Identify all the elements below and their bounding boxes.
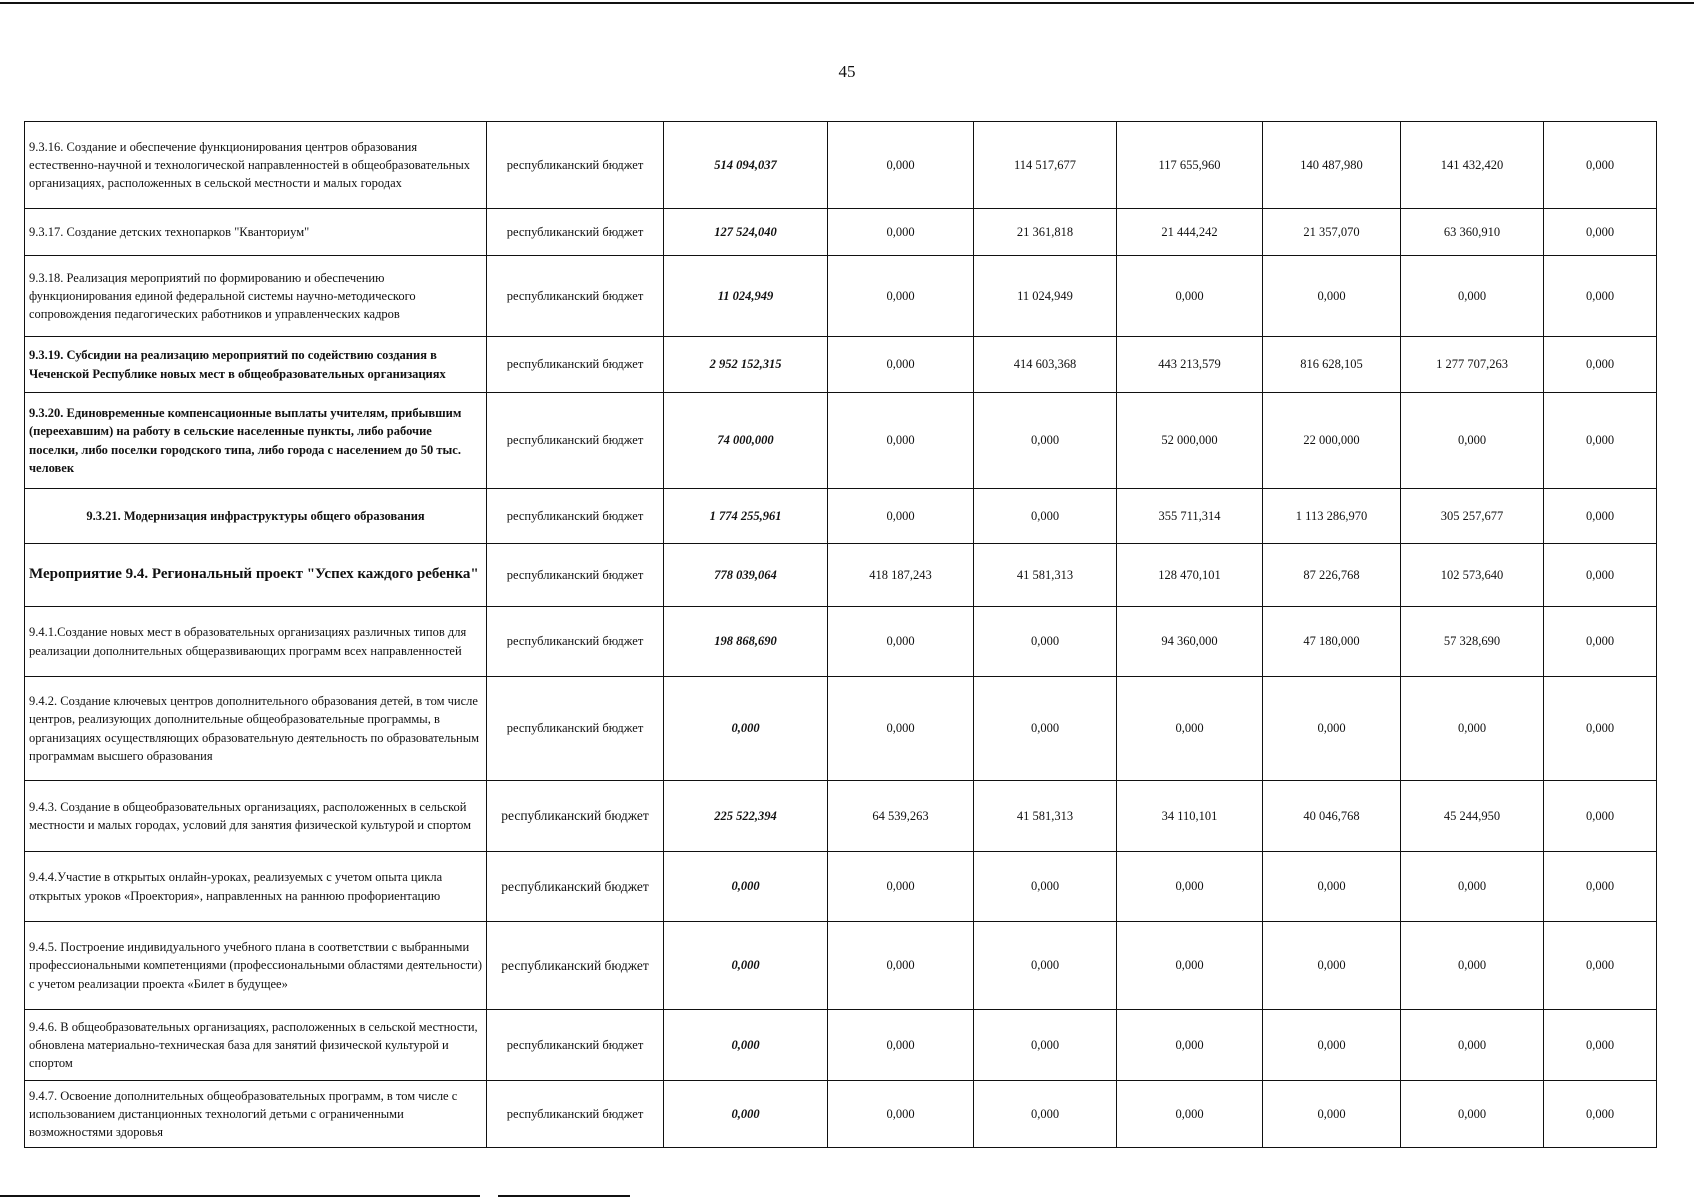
year-amount: 41 581,313 bbox=[974, 781, 1117, 852]
year-amount: 0,000 bbox=[828, 256, 974, 337]
year-amount: 0,000 bbox=[1117, 1010, 1263, 1081]
year-amount: 0,000 bbox=[1263, 256, 1401, 337]
table-row bbox=[25, 393, 1657, 489]
page-number: 45 bbox=[838, 62, 856, 81]
year-amount: 63 360,910 bbox=[1401, 209, 1544, 256]
year-amount: 0,000 bbox=[828, 677, 974, 781]
year-amount: 0,000 bbox=[1544, 393, 1657, 489]
activity-name: 9.4.4.Участие в открытых онлайн-уроках, реализуемых с учетом опыта цикла открытых уроков «Проектория», направленных на раннюю профориентацию bbox=[25, 852, 487, 922]
year-amount: 0,000 bbox=[974, 393, 1117, 489]
funding-source: республиканский бюджет bbox=[487, 489, 664, 544]
year-amount: 443 213,579 bbox=[1117, 337, 1263, 393]
activity-name: Мероприятие 9.4. Региональный проект "Успех каждого ребенка" bbox=[25, 544, 487, 607]
year-amount: 418 187,243 bbox=[828, 544, 974, 607]
total-amount: 778 039,064 bbox=[664, 544, 828, 607]
table-row bbox=[25, 489, 1657, 544]
table-row bbox=[25, 209, 1657, 256]
year-amount: 0,000 bbox=[974, 852, 1117, 922]
year-amount: 0,000 bbox=[1401, 1081, 1544, 1148]
year-amount: 305 257,677 bbox=[1401, 489, 1544, 544]
year-amount: 0,000 bbox=[1117, 852, 1263, 922]
year-amount: 140 487,980 bbox=[1263, 122, 1401, 209]
year-amount: 40 046,768 bbox=[1263, 781, 1401, 852]
year-amount: 414 603,368 bbox=[974, 337, 1117, 393]
year-amount: 0,000 bbox=[1544, 607, 1657, 677]
activity-name: 9.3.21. Модернизация инфраструктуры общего образования bbox=[25, 489, 487, 544]
year-amount: 0,000 bbox=[1544, 922, 1657, 1010]
year-amount: 0,000 bbox=[974, 677, 1117, 781]
year-amount: 816 628,105 bbox=[1263, 337, 1401, 393]
table-row bbox=[25, 677, 1657, 781]
year-amount: 0,000 bbox=[828, 1081, 974, 1148]
year-amount: 21 361,818 bbox=[974, 209, 1117, 256]
year-amount: 0,000 bbox=[1401, 1010, 1544, 1081]
year-amount: 0,000 bbox=[1544, 544, 1657, 607]
bottom-rule-left bbox=[0, 1195, 480, 1197]
funding-source: республиканский бюджет bbox=[487, 1010, 664, 1081]
funding-source: республиканский бюджет bbox=[487, 393, 664, 489]
year-amount: 64 539,263 bbox=[828, 781, 974, 852]
year-amount: 0,000 bbox=[828, 489, 974, 544]
year-amount: 0,000 bbox=[974, 1010, 1117, 1081]
table-row bbox=[25, 781, 1657, 852]
year-amount: 21 357,070 bbox=[1263, 209, 1401, 256]
activity-name: 9.3.16. Создание и обеспечение функционирования центров образования естественно-научной и технологической направленностей в общеобразовательных организациях, расположенных в сельской местности и малых городах bbox=[25, 122, 487, 209]
year-amount: 0,000 bbox=[1544, 677, 1657, 781]
year-amount: 0,000 bbox=[1263, 1081, 1401, 1148]
year-amount: 0,000 bbox=[828, 852, 974, 922]
funding-source: республиканский бюджет bbox=[487, 337, 664, 393]
funding-source: республиканский бюджет bbox=[487, 544, 664, 607]
activity-name: 9.4.1.Создание новых мест в образовательных организациях различных типов для реализации дополнительных общеразвивающих программ всех направленностей bbox=[25, 607, 487, 677]
total-amount: 0,000 bbox=[664, 677, 828, 781]
table-row bbox=[25, 922, 1657, 1010]
year-amount: 0,000 bbox=[1544, 1081, 1657, 1148]
activity-name: 9.4.6. В общеобразовательных организациях, расположенных в сельской местности, обновлена материально-техническая база для занятий физической культурой и спортом bbox=[25, 1010, 487, 1081]
year-amount: 0,000 bbox=[1263, 677, 1401, 781]
year-amount: 141 432,420 bbox=[1401, 122, 1544, 209]
year-amount: 22 000,000 bbox=[1263, 393, 1401, 489]
funding-source: республиканский бюджет bbox=[487, 607, 664, 677]
year-amount: 0,000 bbox=[1401, 677, 1544, 781]
total-amount: 0,000 bbox=[664, 922, 828, 1010]
year-amount: 87 226,768 bbox=[1263, 544, 1401, 607]
total-amount: 74 000,000 bbox=[664, 393, 828, 489]
year-amount: 34 110,101 bbox=[1117, 781, 1263, 852]
year-amount: 0,000 bbox=[1544, 337, 1657, 393]
total-amount: 11 024,949 bbox=[664, 256, 828, 337]
year-amount: 0,000 bbox=[1544, 256, 1657, 337]
year-amount: 0,000 bbox=[1401, 256, 1544, 337]
top-rule bbox=[0, 2, 1694, 4]
total-amount: 0,000 bbox=[664, 1010, 828, 1081]
funding-source: республиканский бюджет bbox=[487, 677, 664, 781]
activity-name: 9.4.3. Создание в общеобразовательных организациях, расположенных в сельской местности и малых городах, условий для занятия физической культурой и спортом bbox=[25, 781, 487, 852]
activity-name: 9.4.7. Освоение дополнительных общеобразовательных программ, в том числе с использованием дистанционных технологий детьми с ограниченными возможностями здоровья bbox=[25, 1081, 487, 1148]
activity-name: 9.4.2. Создание ключевых центров дополнительного образования детей, в том числе центров, реализующих дополнительные общеобразовательные программы, в организациях осуществляющих образовательную деятельность по образовательным программам высшего образования bbox=[25, 677, 487, 781]
year-amount: 0,000 bbox=[1263, 922, 1401, 1010]
year-amount: 0,000 bbox=[1401, 922, 1544, 1010]
year-amount: 57 328,690 bbox=[1401, 607, 1544, 677]
year-amount: 0,000 bbox=[1544, 209, 1657, 256]
funding-source: республиканский бюджет bbox=[487, 122, 664, 209]
year-amount: 0,000 bbox=[828, 209, 974, 256]
year-amount: 94 360,000 bbox=[1117, 607, 1263, 677]
year-amount: 0,000 bbox=[828, 337, 974, 393]
year-amount: 0,000 bbox=[1401, 852, 1544, 922]
year-amount: 0,000 bbox=[828, 393, 974, 489]
funding-source: республиканский бюджет bbox=[487, 209, 664, 256]
table-row bbox=[25, 1081, 1657, 1148]
year-amount: 128 470,101 bbox=[1117, 544, 1263, 607]
funding-source: республиканский бюджет bbox=[487, 1081, 664, 1148]
year-amount: 0,000 bbox=[1544, 852, 1657, 922]
year-amount: 0,000 bbox=[1117, 1081, 1263, 1148]
funding-source: республиканский бюджет bbox=[487, 781, 664, 852]
year-amount: 0,000 bbox=[974, 1081, 1117, 1148]
year-amount: 114 517,677 bbox=[974, 122, 1117, 209]
funding-source: республиканский бюджет bbox=[487, 256, 664, 337]
table-row bbox=[25, 122, 1657, 209]
year-amount: 355 711,314 bbox=[1117, 489, 1263, 544]
activity-name: 9.3.17. Создание детских технопарков "Кванториум" bbox=[25, 209, 487, 256]
year-amount: 0,000 bbox=[828, 1010, 974, 1081]
year-amount: 0,000 bbox=[1263, 1010, 1401, 1081]
year-amount: 0,000 bbox=[974, 607, 1117, 677]
table-row bbox=[25, 1010, 1657, 1081]
activity-name: 9.4.5. Построение индивидуального учебного плана в соответствии с выбранными профессиональными компетенциями (профессиональными областями деятельности) с учетом реализации проекта «Билет в будущее» bbox=[25, 922, 487, 1010]
year-amount: 0,000 bbox=[974, 489, 1117, 544]
table-row bbox=[25, 337, 1657, 393]
year-amount: 47 180,000 bbox=[1263, 607, 1401, 677]
year-amount: 0,000 bbox=[1263, 852, 1401, 922]
budget-table bbox=[24, 121, 1657, 1148]
year-amount: 0,000 bbox=[1544, 781, 1657, 852]
year-amount: 41 581,313 bbox=[974, 544, 1117, 607]
total-amount: 127 524,040 bbox=[664, 209, 828, 256]
total-amount: 2 952 152,315 bbox=[664, 337, 828, 393]
year-amount: 21 444,242 bbox=[1117, 209, 1263, 256]
year-amount: 1 113 286,970 bbox=[1263, 489, 1401, 544]
activity-name: 9.3.18. Реализация мероприятий по формированию и обеспечению функционирования единой федеральной системы научно-методического сопровождения педагогических работников и управленческих кадров bbox=[25, 256, 487, 337]
activity-name: 9.3.20. Единовременные компенсационные выплаты учителям, прибывшим (переехавшим) на работу в сельские населенные пункты, либо рабочие поселки, либо поселки городского типа, либо города с населением до 50 тыс. человек bbox=[25, 393, 487, 489]
year-amount: 0,000 bbox=[828, 607, 974, 677]
funding-source: республиканский бюджет bbox=[487, 852, 664, 922]
year-amount: 0,000 bbox=[1117, 256, 1263, 337]
year-amount: 0,000 bbox=[828, 922, 974, 1010]
bottom-rule-right bbox=[498, 1195, 630, 1197]
total-amount: 514 094,037 bbox=[664, 122, 828, 209]
year-amount: 102 573,640 bbox=[1401, 544, 1544, 607]
year-amount: 0,000 bbox=[1401, 393, 1544, 489]
year-amount: 1 277 707,263 bbox=[1401, 337, 1544, 393]
table-row bbox=[25, 544, 1657, 607]
year-amount: 0,000 bbox=[1117, 677, 1263, 781]
activity-name: 9.3.19. Субсидии на реализацию мероприятий по содействию создания в Чеченской Республике новых мест в общеобразовательных организациях bbox=[25, 337, 487, 393]
table-row bbox=[25, 852, 1657, 922]
total-amount: 0,000 bbox=[664, 852, 828, 922]
total-amount: 0,000 bbox=[664, 1081, 828, 1148]
year-amount: 45 244,950 bbox=[1401, 781, 1544, 852]
year-amount: 0,000 bbox=[1544, 1010, 1657, 1081]
year-amount: 0,000 bbox=[974, 922, 1117, 1010]
year-amount: 0,000 bbox=[828, 122, 974, 209]
table-row bbox=[25, 607, 1657, 677]
year-amount: 52 000,000 bbox=[1117, 393, 1263, 489]
year-amount: 0,000 bbox=[1544, 489, 1657, 544]
table-row bbox=[25, 256, 1657, 337]
year-amount: 117 655,960 bbox=[1117, 122, 1263, 209]
total-amount: 1 774 255,961 bbox=[664, 489, 828, 544]
funding-source: республиканский бюджет bbox=[487, 922, 664, 1010]
year-amount: 0,000 bbox=[1544, 122, 1657, 209]
total-amount: 225 522,394 bbox=[664, 781, 828, 852]
year-amount: 11 024,949 bbox=[974, 256, 1117, 337]
total-amount: 198 868,690 bbox=[664, 607, 828, 677]
year-amount: 0,000 bbox=[1117, 922, 1263, 1010]
